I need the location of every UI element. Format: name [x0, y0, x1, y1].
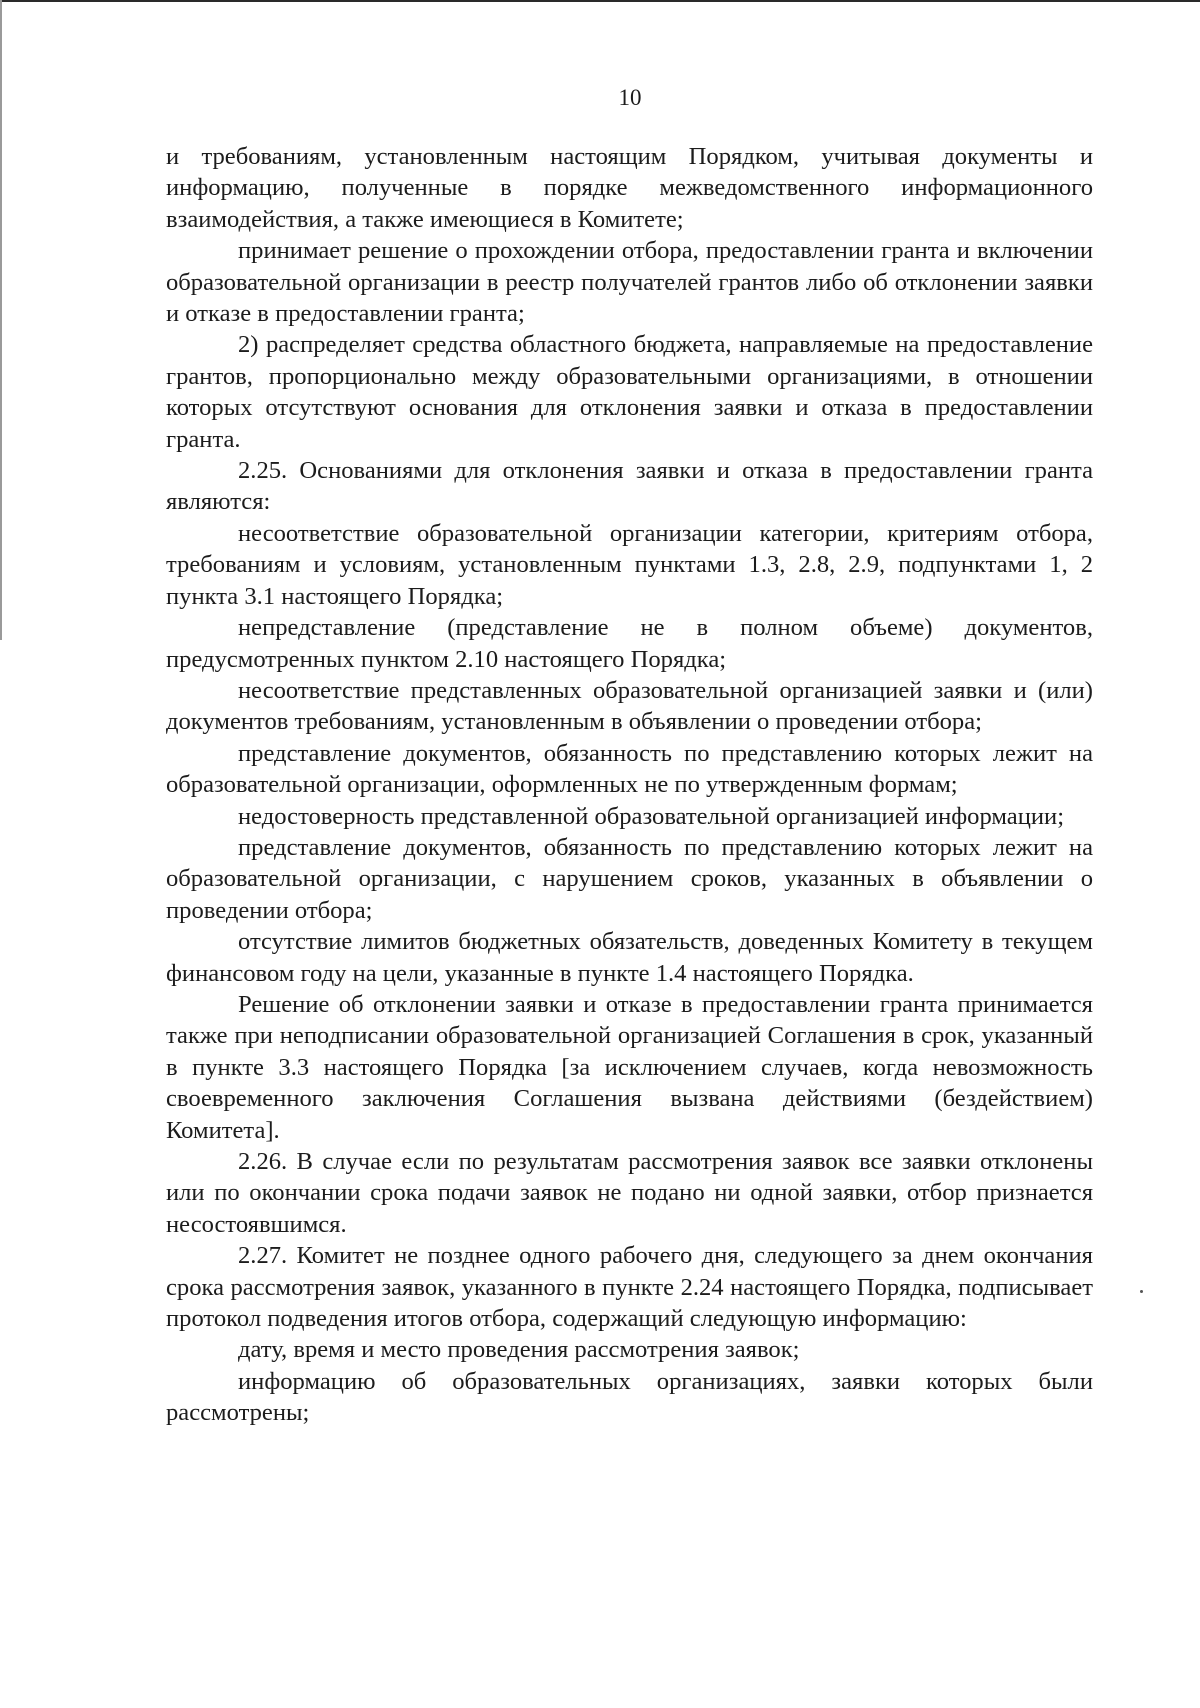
paragraph: 2.27. Комитет не позднее одного рабочего дня, следующего за днем окончания срока рассмотрения заявок, указанного в пункте 2.24 настоящего Порядка, подписывает протокол подведения итогов отбора, содержащий следующую информацию: [166, 1242, 1093, 1333]
paragraph: представление документов, обязанность по представлению которых лежит на образовательной организации, оформленных не по утвержденным формам; [166, 739, 1093, 799]
paragraph: 2.25. Основаниями для отклонения заявки и отказа в предоставлении гранта являются: [166, 457, 1093, 516]
paragraph: непредставление (представление не в полном объеме) документов, предусмотренных пунктом 2.10 настоящего Порядка; [166, 614, 1093, 673]
paragraph: принимает решение о прохождении отбора, предоставлении гранта и включении образовательной организации в реестр получателей грантов либо об отклонении заявки и отказе в предоставлении гранта; [166, 237, 1093, 328]
paragraph: 2.26. В случае если по результатам рассмотрения заявок все заявки отклонены или по окончании срока подачи заявок не подано ни одной заявки, отбор признается несостоявшимся. [166, 1148, 1093, 1238]
scan-edge-top [0, 0, 1200, 2]
paragraph: недостоверность представленной образовательной организацией информации; [238, 802, 1065, 830]
paragraph: информацию об образовательных организациях, заявки которых были рассмотрены; [166, 1367, 1093, 1427]
paragraph: Решение об отклонении заявки и отказе в предоставлении гранта принимается также при неподписании образовательной организацией Соглашения в срок, указанный в пункте 3.3 настоящего Порядка [за исключением случаев, когда невозможность своевременного заключения Соглашения вызвана действиями (бездействием) Комитета]. [166, 990, 1093, 1144]
paragraph: представление документов, обязанность по представлению которых лежит на образовательной организации, с нарушением сроков, указанных в объявлении о проведении отбора; [166, 833, 1093, 924]
paragraph: несоответствие образовательной организации категории, критериям отбора, требованиям и условиям, установленным пунктами 1.3, 2.8, 2.9, подпунктами 1, 2 пункта 3.1 настоящего Порядка; [166, 519, 1093, 610]
paragraph: и требованиям, установленным настоящим Порядком, учитывая документы и информацию, полученные в порядке межведомственного информационного взаимодействия, а также имеющиеся в Комитете; [166, 143, 1093, 233]
paragraph: дату, время и место проведения рассмотрения заявок; [238, 1336, 800, 1364]
page-number: 10 [618, 85, 642, 110]
paragraph: несоответствие представленных образовательной организацией заявки и (или) документов требованиям, установленным в объявлении о проведении отбора; [166, 676, 1093, 736]
paragraph: отсутствие лимитов бюджетных обязательств, доведенных Комитету в текущем финансовом году на цели, указанные в пункте 1.4 настоящего Порядка. [166, 928, 1093, 987]
scan-speck [1140, 1290, 1143, 1293]
paragraph: 2) распределяет средства областного бюджета, направляемые на предоставление грантов, пропорционально между образовательными организациями, в отношении которых отсутствуют основания для отклонения заявки и отказа в предоставлении гранта. [166, 331, 1093, 453]
document-body [166, 141, 1093, 1429]
